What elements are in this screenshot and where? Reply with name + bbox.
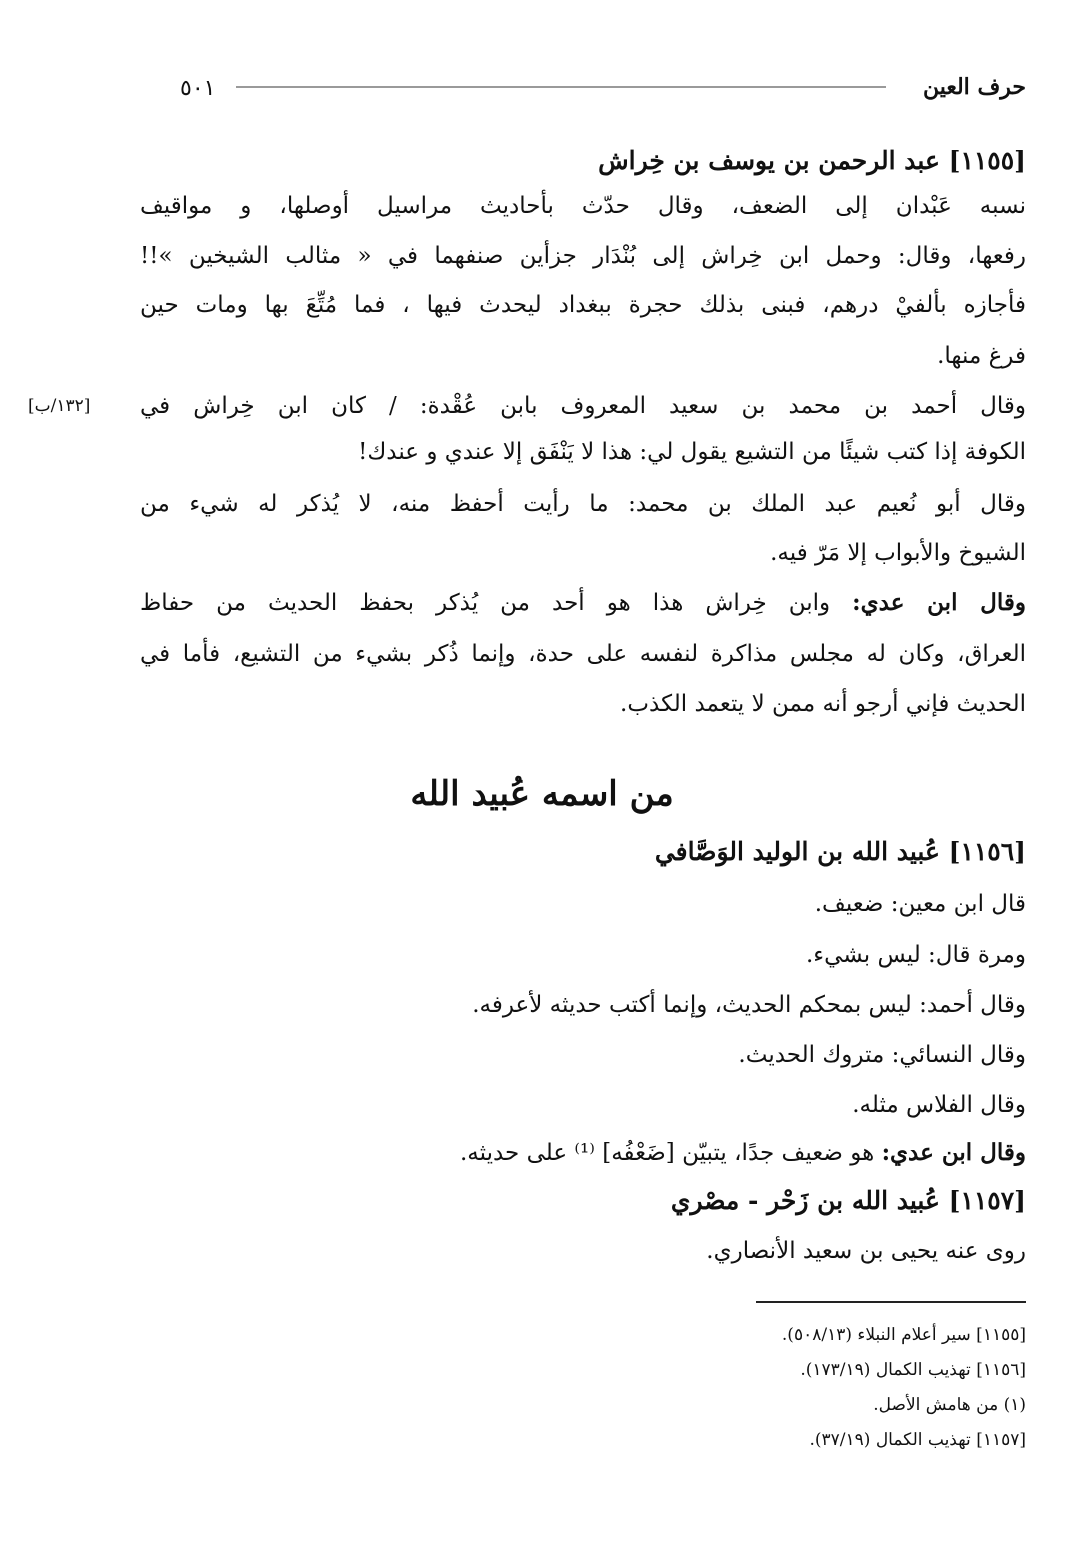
text-line: ومرة قال: ليس بشيء. bbox=[805, 942, 1026, 968]
speaker-label: وقال ابن عدي: bbox=[852, 589, 1026, 616]
text-line: الكوفة إذا كتب شيئًا من التشيع يقول لي: هذا لا يَنْفَق إلا عندي و عندك! bbox=[358, 439, 1026, 465]
text-line: روى عنه يحيى بن سعيد الأنصاري. bbox=[706, 1238, 1026, 1264]
speaker-label: وقال ابن عدي: bbox=[881, 1139, 1026, 1166]
entry-heading-1155: [١١٥٥] عبد الرحمن بن يوسف بن خِراش bbox=[598, 146, 1026, 175]
text-line bbox=[140, 583, 1026, 623]
text-line: وقال النسائي: متروك الحديث. bbox=[738, 1042, 1026, 1068]
text-line: وقال أبو نُعيم عبد الملك بن محمد: ما رأيت أحفظ منه، لا يُذكر له شيء من bbox=[140, 491, 1026, 517]
text-line: قال ابن معين: ضعيف. bbox=[814, 891, 1026, 917]
quote-text: هو ضعيف جدًا، يتبيّن [ضَعْفُه] ⁽¹⁾ على حديثه. bbox=[459, 1140, 882, 1166]
text-line: وقال الفلاس مثله. bbox=[852, 1092, 1026, 1118]
footnote: [١١٥٧] تهذيب الكمال (٣٧/١٩). bbox=[809, 1430, 1026, 1450]
entry-heading-1157: [١١٥٧] عُبيد الله بن زَحْر - مصْري bbox=[670, 1186, 1026, 1215]
header-rule bbox=[236, 86, 886, 88]
text-line: وقال أحمد بن محمد بن سعيد المعروف بابن عُقْدة: / كان ابن خِراش في bbox=[140, 393, 1026, 419]
chapter-title: حرف العين bbox=[922, 74, 1026, 100]
text-line: الشيوخ والأبواب إلا مَرّ فيه. bbox=[770, 540, 1026, 566]
text-line bbox=[140, 1133, 1026, 1173]
text-line: وقال أحمد: ليس بمحكم الحديث، وإنما أكتب حديثه لأعرفه. bbox=[472, 992, 1026, 1018]
quote-text: وابن خِراش هذا هو أحد من يُذكر بحفظ الحديث من حفاظ bbox=[140, 590, 853, 616]
manuscript-folio-note: [١٣٢/ب] bbox=[28, 396, 91, 416]
page-number: ٥٠١ bbox=[180, 76, 216, 101]
text-line: نسبه عَبْدان إلى الضعف، وقال حدّث بأحاديث مراسيل أوصلها، و مواقيف bbox=[140, 193, 1026, 219]
footnote: [١١٥٦] تهذيب الكمال (١٧٣/١٩). bbox=[800, 1360, 1026, 1380]
text-line: العراق، وكان له مجلس مذاكرة لنفسه على حدة، وإنما ذُكر بشيء من التشيع، فأما في bbox=[140, 641, 1026, 667]
entry-heading-1156: [١١٥٦] عُبيد الله بن الوليد الوَصَّافي bbox=[654, 837, 1026, 866]
text-line: الحديث فإني أرجو أنه ممن لا يتعمد الكذب. bbox=[620, 691, 1026, 717]
footnote: (١) من هامش الأصل. bbox=[873, 1395, 1026, 1415]
text-line: رفعها، وقال: وحمل ابن خِراش إلى بُنْدَار جزأين صنفهما في « مثالب الشيخين »!! bbox=[140, 243, 1026, 269]
text-line: فأجازه بألفيْ درهم، فبنى بذلك حجرة ببغداد ليحدث فيها ، فما مُتِّعَ بها ومات حين bbox=[140, 292, 1026, 318]
text-line: فرغ منها. bbox=[937, 343, 1026, 369]
footnote: [١١٥٥] سير أعلام النبلاء (٥٠٨/١٣). bbox=[781, 1325, 1026, 1345]
section-title: من اسمه عُبيد الله bbox=[410, 774, 674, 814]
footnote-rule bbox=[756, 1301, 1026, 1303]
running-header bbox=[140, 74, 1026, 108]
